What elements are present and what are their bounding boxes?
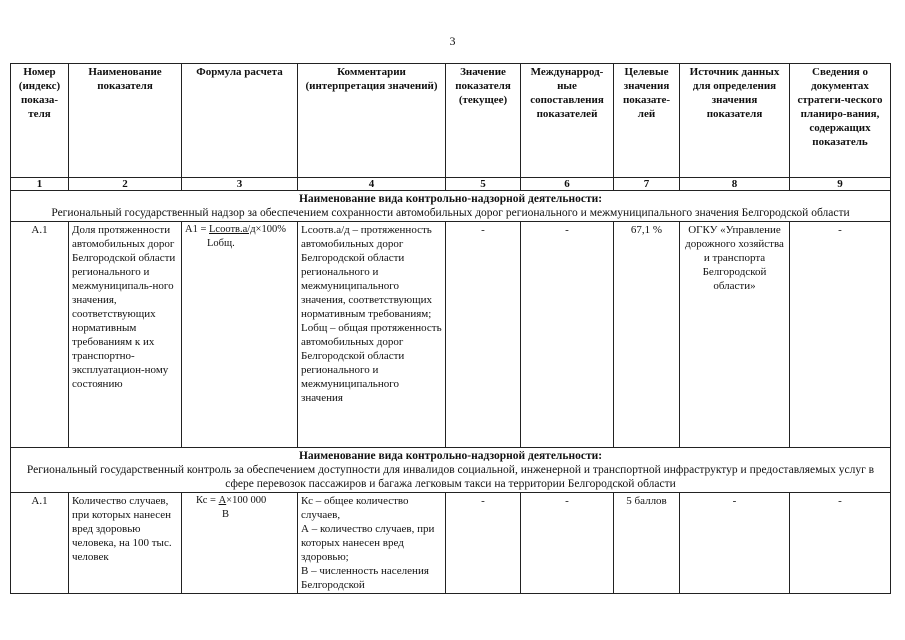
col-number: 5 <box>446 178 521 191</box>
row-documents: - <box>790 493 891 594</box>
row-current: - <box>446 222 521 448</box>
col-number: 8 <box>680 178 790 191</box>
col-number: 9 <box>790 178 891 191</box>
row-source: ОГКУ «Управление дорожного хозяйства и транспорта Белгородской области» <box>680 222 790 448</box>
row-current: - <box>446 493 521 594</box>
header-international: Междунаррод-ные сопоставления показателей <box>521 64 614 178</box>
section-heading-row <box>11 191 891 222</box>
col-number: 2 <box>69 178 182 191</box>
col-number: 6 <box>521 178 614 191</box>
section-title: Наименование вида контрольно-надзорной деятельности: <box>298 450 603 462</box>
row-target: 67,1 % <box>614 222 680 448</box>
header-source: Источник данных для определения значения показателя <box>680 64 790 178</box>
section-heading-row <box>11 448 891 493</box>
row-international: - <box>521 222 614 448</box>
section-title: Наименование вида контрольно-надзорной деятельности: <box>298 193 603 205</box>
row-source: - <box>680 493 790 594</box>
row-documents: - <box>790 222 891 448</box>
section-heading <box>11 191 891 222</box>
section-subtitle: Региональный государственный контроль за обеспечением доступности для инвалидов социальной, инженерной и транспортной инфраструктур и предоставляемых услуг в сфере перевозок пассажиров и багажа легковым такси на территории Белгородской области <box>26 464 875 490</box>
col-number: 4 <box>298 178 446 191</box>
section-subtitle: Региональный государственный надзор за обеспечением сохранности автомобильных дорог регионального и межмуниципального значения Белгородской области <box>51 207 850 219</box>
row-comment: Lсоотв.а/д – протяженность автомобильных дорог Белгородской области регионального и межмуниципального значения, соответствующих нормативным требованиям; Lобщ – общая протяженность автомобильных дорог Белгородской области регионального и межмуниципального значения <box>298 222 446 448</box>
table-row <box>11 493 891 594</box>
row-formula: А1 = Lсоотв.а/д×100% Lобщ. <box>182 222 298 448</box>
row-target: 5 баллов <box>614 493 680 594</box>
row-name: Доля протяженности автомобильных дорог Белгородской области регионального и межмуниципаль-ного значения, соответствующих нормативным требованиям к их транспортно-эксплуатацион-ному состоянию <box>69 222 182 448</box>
col-number: 3 <box>182 178 298 191</box>
header-target: Целевые значения показате-лей <box>614 64 680 178</box>
row-comment: Кс – общее количество случаев, А – количество случаев, при которых нанесен вред здоровью; В – численность населения Белгородской <box>298 493 446 594</box>
col-number: 7 <box>614 178 680 191</box>
row-name: Количество случаев, при которых нанесен вред здоровью человека, на 100 тыс. человек <box>69 493 182 594</box>
page-number: 3 <box>449 34 456 48</box>
indicators-table <box>10 63 891 594</box>
row-international: - <box>521 493 614 594</box>
column-number-row <box>11 178 891 191</box>
section-heading <box>11 448 891 493</box>
table-row <box>11 222 891 448</box>
header-comment: Комментарии (интерпретация значений) <box>298 64 446 178</box>
row-index: А.1 <box>11 493 69 594</box>
header-row <box>11 64 891 178</box>
header-name: Наименование показателя <box>69 64 182 178</box>
col-number: 1 <box>11 178 69 191</box>
row-index: А.1 <box>11 222 69 448</box>
header-index: Номер (индекс) показа-теля <box>11 64 69 178</box>
header-formula: Формула расчета <box>182 64 298 178</box>
row-formula: Кс = А×100 000 В <box>182 493 298 594</box>
header-current: Значение показателя (текущее) <box>446 64 521 178</box>
header-documents: Сведения о документах стратеги-ческого планиро-вания, содержащих показатель <box>790 64 891 178</box>
